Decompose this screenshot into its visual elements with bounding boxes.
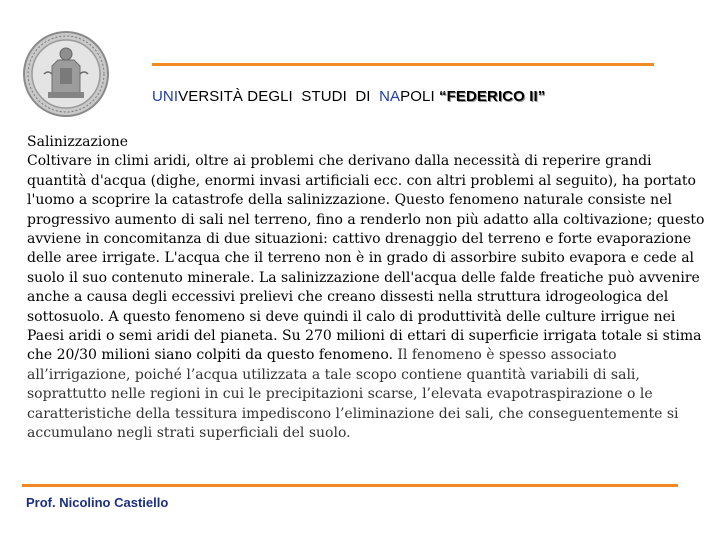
section-heading: Salinizzazione xyxy=(27,134,129,150)
university-seal-icon xyxy=(22,30,110,118)
title-part-poli: POLI xyxy=(400,88,440,105)
title-part-uni: UNI xyxy=(152,88,179,105)
document-body xyxy=(27,133,707,444)
paragraph-continuation: Il fenomeno è spesso associato all’irrigazione, poiché l’acqua utilizzata a tale scopo contiene quantità variabili di sali, soprattutto nelle regioni in cui le precipitazioni scarse, l’elevata evapotraspirazione o le caratteristiche della tessitura impediscono l’eliminazione dei sali, che conseguentemente si accumulano negli strati superficiali del suolo. xyxy=(27,347,679,442)
header-divider xyxy=(152,63,654,66)
university-title xyxy=(152,88,545,105)
author-name: Prof. Nicolino Castiello xyxy=(26,495,169,510)
paragraph-main: Coltivare in climi aridi, oltre ai problemi che derivano dalla necessità di reperire grandi quantità d'acqua (dighe, enormi invasi artificiali ecc. con altri problemi al seguito), ha portato l'uomo a scoprire la catastrofe della salinizzazione. Questo fenomeno naturale consiste nel progressivo aumento di sali nel terreno, fino a renderlo non più adatto alla coltivazione; questo avviene in concomitanza di due situazioni: cattivo drenaggio del terreno e forte evaporazione delle aree irrigate. L'acqua che il terreno non è in grado di assorbire subito evapora e cede al suolo il suo contenuto minerale. La salinizzazione dell'acqua delle falde freatiche può avvenire anche a causa degli eccessivi prelievi che creano dissesti nella struttura idrogeologica del sottosuolo. A questo fenomeno si deve quindi il calo di produttività delle culture irrigue nei Paesi aridi o semi aridi del pianeta. Su 270 milioni di ettari di superficie irrigata totale si stima che 20/30 milioni siano colpiti da questo fenomeno. xyxy=(27,153,705,364)
title-part-na: NA xyxy=(379,88,401,105)
footer-divider xyxy=(22,484,678,487)
title-part-versita: VERSITÀ DEGLI STUDI DI xyxy=(178,88,380,105)
title-part-federico: “FEDERICO II” xyxy=(439,88,546,105)
